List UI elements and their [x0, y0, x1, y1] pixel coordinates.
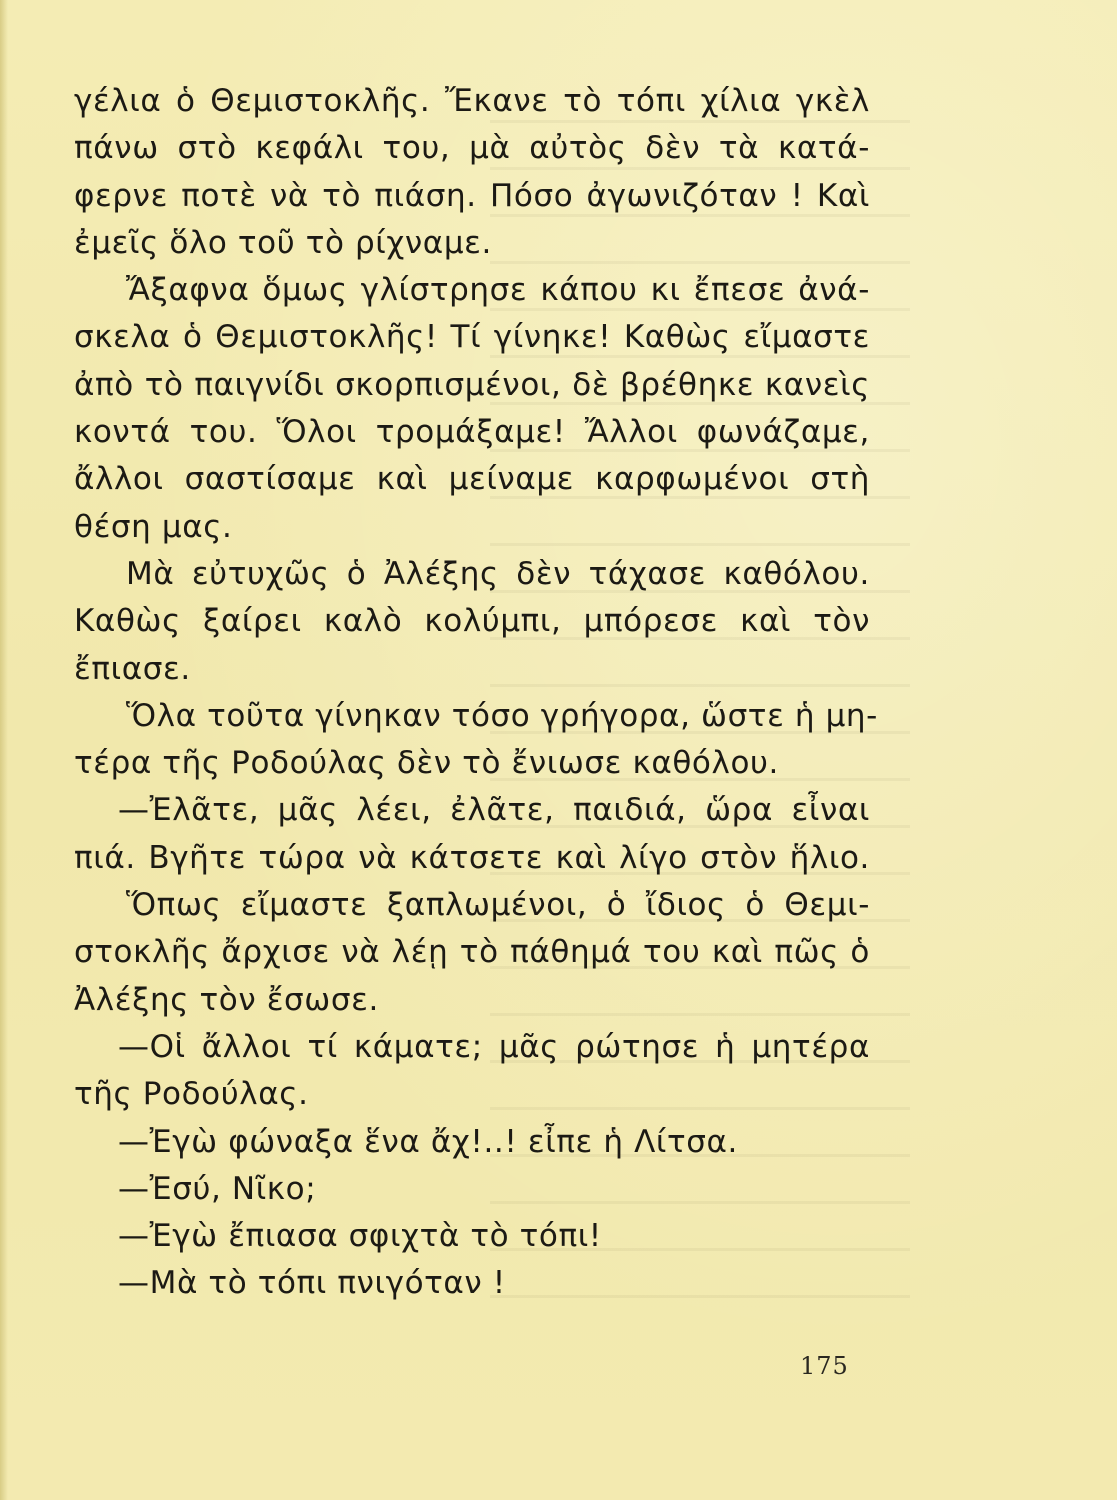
text-line: Ὅλα τοῦτα γίνηκαν τόσο γρήγορα, ὥστε ἡ μη- — [126, 697, 878, 734]
text-line: —Οἱ ἄλλοι τί κάματε; μᾶς ρώτησε ἡ μητέρα — [118, 1028, 870, 1065]
text-line: —Ἐλᾶτε, μᾶς λέει, ἐλᾶτε, παιδιά, ὥρα εἶναι — [118, 792, 870, 829]
text-line: στοκλῆς ἄρχισε νὰ λέῃ τὸ πάθημά του καὶ πῶς ὁ — [74, 934, 870, 971]
text-line: θέση μας. — [74, 508, 233, 545]
page-edge-shadow — [0, 0, 8, 1500]
text-line: τέρα τῆς Ροδούλας δὲν τὸ ἔνιωσε καθόλου. — [74, 745, 780, 782]
text-line: ἔπιασε. — [74, 650, 191, 687]
text-line: —Ἐγὼ φώναξα ἕνα ἄχ!..! εἶπε ἡ Λίτσα. — [118, 1123, 738, 1160]
text-line: Καθὼς ξαίρει καλὸ κολύμπι, μπόρεσε καὶ τὸν — [74, 603, 870, 640]
text-line: ἀπὸ τὸ παιγνίδι σκορπισμένοι, δὲ βρέθηκε κανεὶς — [74, 366, 870, 403]
text-line: Ἀλέξης τὸν ἔσωσε. — [74, 981, 379, 1018]
text-line: πάνω στὸ κεφάλι του, μὰ αὐτὸς δὲν τὰ κατά- — [74, 130, 870, 167]
text-line: —Ἐγὼ ἔπιασα σφιχτὰ τὸ τόπι! — [118, 1218, 602, 1255]
text-line: —Μὰ τὸ τόπι πνιγόταν ! — [118, 1265, 506, 1302]
page-number: 175 — [800, 1352, 849, 1380]
body-text — [74, 78, 878, 1308]
text-line: πιά. Βγῆτε τώρα νὰ κάτσετε καὶ λίγο στὸν ἥλιο. — [74, 839, 870, 876]
text-line: Μὰ εὐτυχῶς ὁ Ἀλέξης δὲν τάχασε καθόλου. — [126, 555, 870, 592]
text-line: τῆς Ροδούλας. — [74, 1076, 309, 1113]
text-line: γέλια ὁ Θεμιστοκλῆς. Ἔκανε τὸ τόπι χίλια γκὲλ — [74, 83, 870, 119]
text-line: σκελα ὁ Θεμιστοκλῆς! Τί γίνηκε! Καθὼς εἴμαστε — [74, 319, 870, 356]
text-line: ἐμεῖς ὅλο τοῦ τὸ ρίχναμε. — [74, 224, 492, 261]
text-line: ἄλλοι σαστίσαμε καὶ μείναμε καρφωμένοι στὴ — [74, 461, 870, 498]
text-line: Ἄξαφνα ὅμως γλίστρησε κάπου κι ἔπεσε ἀνά- — [126, 272, 870, 309]
text-line: κοντά του. Ὅλοι τρομάξαμε! Ἄλλοι φωνάζαμε, — [74, 414, 870, 451]
text-line: Ὅπως εἴμαστε ξαπλωμένοι, ὁ ἴδιος ὁ Θεμι- — [126, 887, 870, 924]
text-line: φερνε ποτὲ νὰ τὸ πιάση. Πόσο ἀγωνιζόταν ! Καὶ — [74, 177, 870, 214]
text-line: —Ἐσύ, Νῖκο; — [118, 1170, 317, 1207]
